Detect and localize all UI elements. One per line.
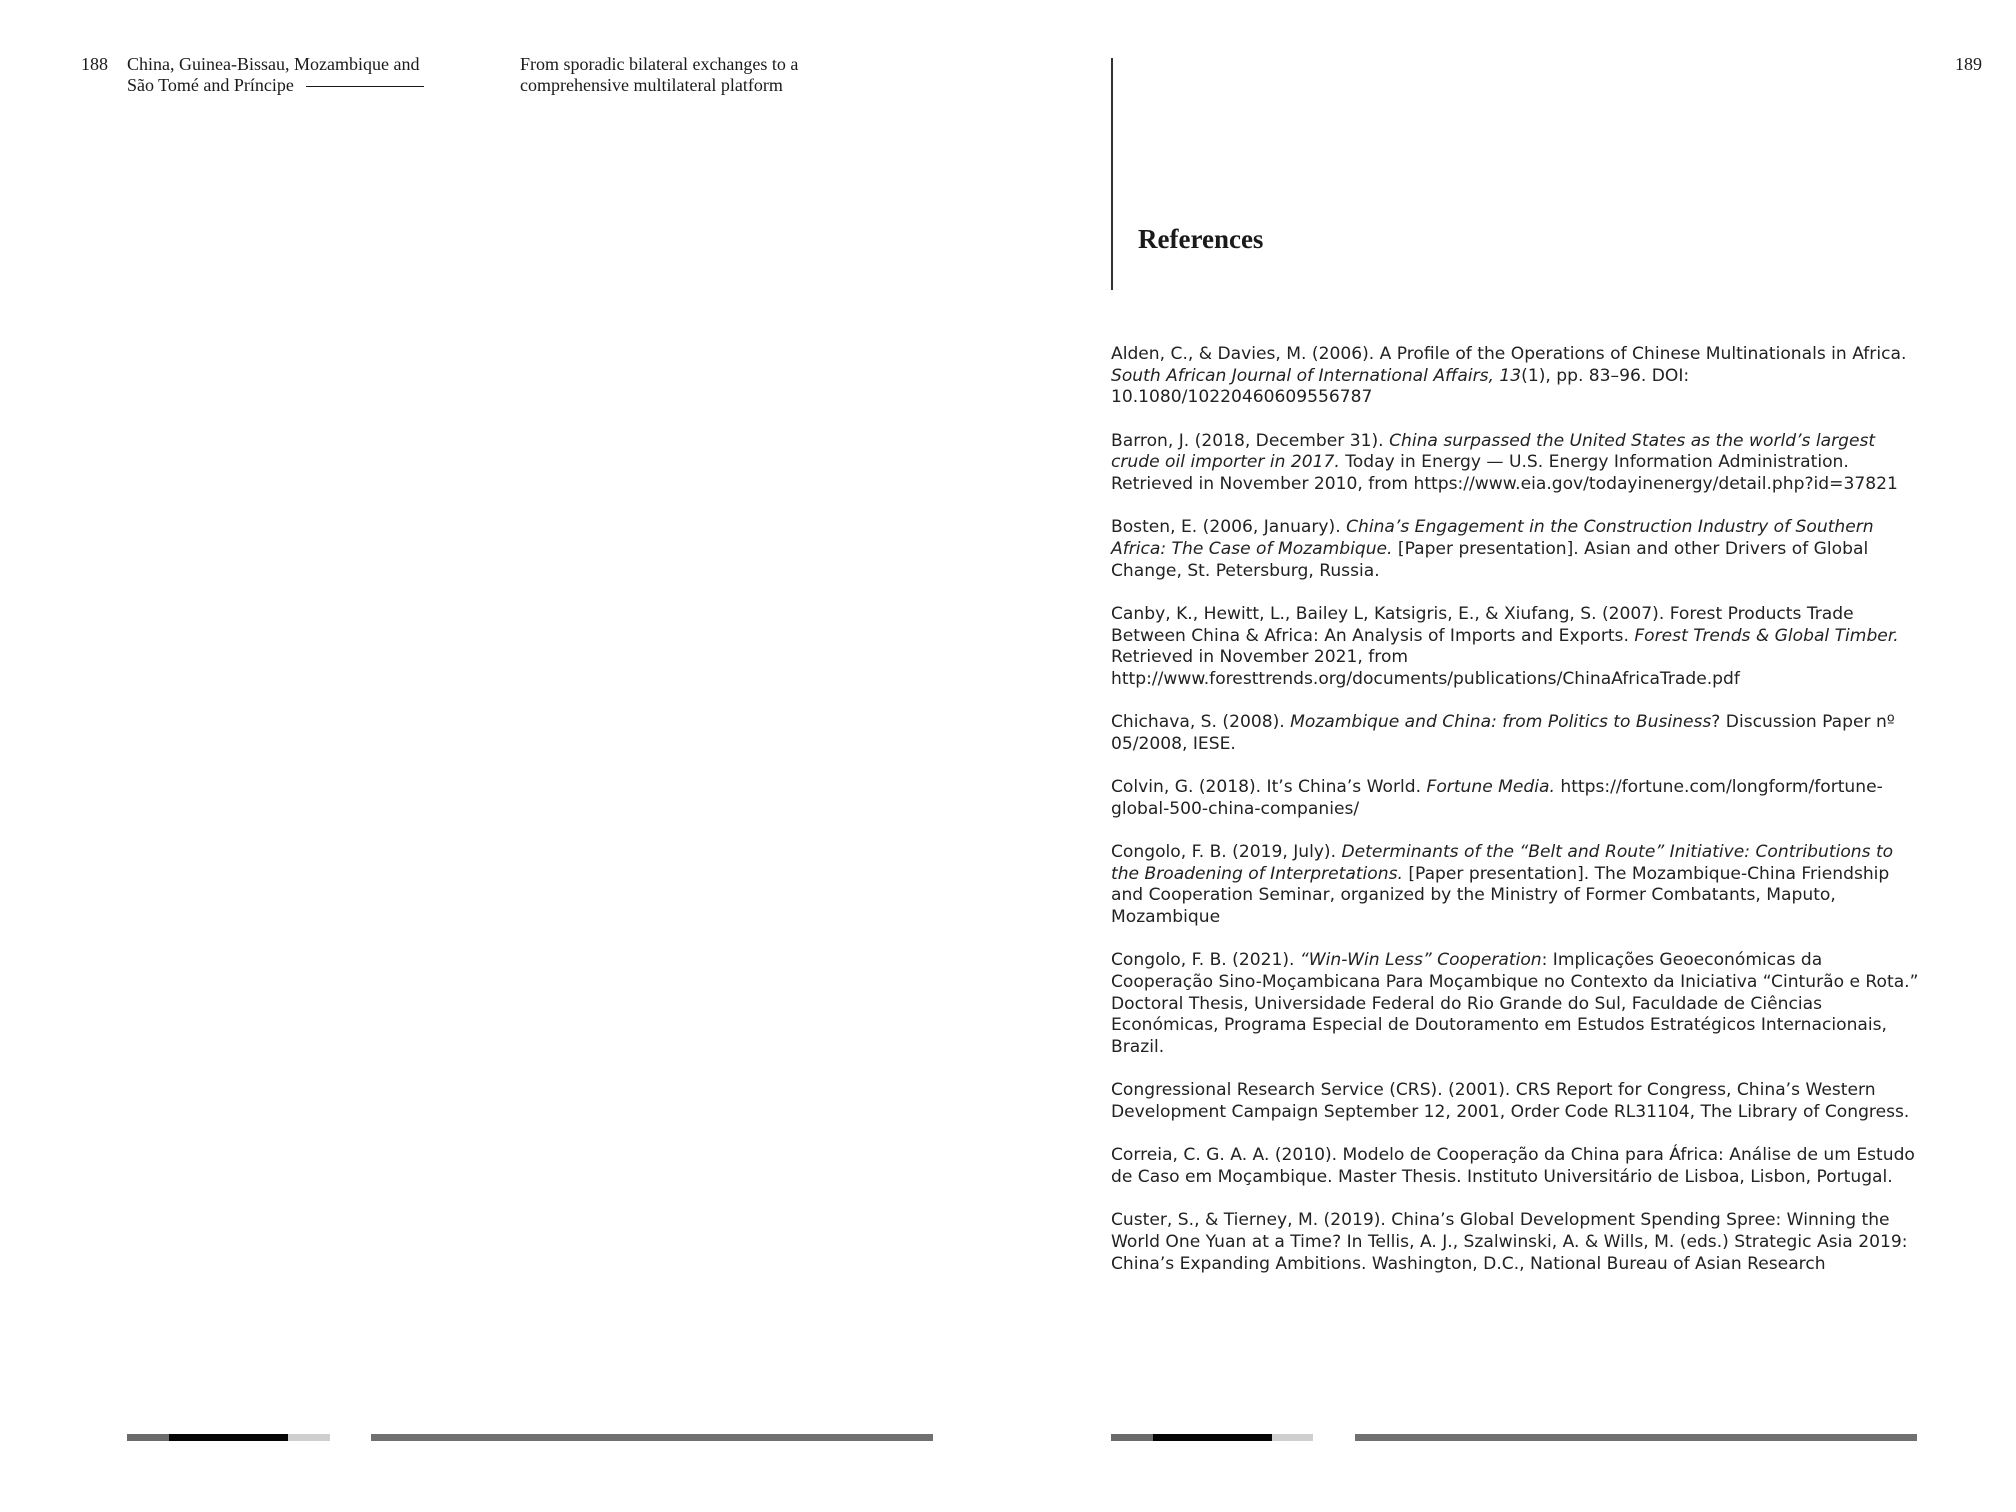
footer-bar-long: [1355, 1434, 1917, 1441]
running-header-line: comprehensive multilateral platform: [520, 75, 783, 95]
reference-italic-text: China’s Engagement in the Construction Industry of Southern Africa: The Case of Mozambique.: [1111, 517, 1874, 559]
reference-text: Congressional Research Service (CRS). (2001). CRS Report for Congress, China’s Western Development Campaign September 12, 2001, Order Code RL31104, The Library of Congress.: [1111, 1080, 1910, 1122]
running-header-chapter-title: [520, 54, 798, 96]
section-divider-rule: [1111, 58, 1113, 290]
reference-text: Alden, C., & Davies, M. (2006). A Profile of the Operations of Chinese Multinationals in Africa.: [1111, 344, 1907, 364]
reference-text: [Paper presentation]. Asian and other Drivers of Global Change, St. Petersburg, Russia.: [1111, 538, 1869, 581]
reference-italic-text: Fortune Media.: [1426, 777, 1555, 798]
running-header-line: São Tomé and Príncipe: [127, 75, 424, 96]
footer-bar-segment: [1272, 1434, 1313, 1441]
reference-italic-text: Determinants of the “Belt and Route” Initiative: Contributions to the Broadening of Interpretations.: [1111, 841, 1894, 884]
reference-text: Congolo, F. B. (2021).: [1111, 950, 1300, 971]
running-header-book-title: [127, 54, 424, 96]
reference-entry: [1111, 842, 1923, 929]
reference-entry: [1111, 1210, 1923, 1275]
reference-entry: [1111, 1080, 1923, 1123]
reference-text: Barron, J. (2018, December 31).: [1111, 430, 1390, 451]
reference-text: Bosten, E. (2006, January).: [1111, 517, 1347, 538]
reference-entry: [1111, 1145, 1923, 1188]
reference-text: (1), pp. 83–96. DOI: 10.1080/10220460609556787: [1111, 365, 1690, 408]
reference-entry: [1111, 950, 1923, 1059]
reference-entry: [1111, 777, 1923, 820]
left-page-number: 188: [81, 54, 108, 74]
reference-text: : Implicações Geoeconómicas da Cooperação Sino-Moçambicana Para Moçambique no Contexto da Iniciativa “Cinturão e Rota.” Doctoral Thesis, Universidade Federal do Rio Grande do Sul, Faculdade de Ciências Económicas, Programa Especial de Doutoramento em Estudos Estratégicos Internacionais, Brazil.: [1111, 950, 1919, 1058]
reference-text: Canby, K., Hewitt, L., Bailey L, Katsigris, E., & Xiufang, S. (2007). Forest Products Trade Between China & Africa: An Analysis of Imports and Exports.: [1111, 603, 1854, 646]
reference-text: Chichava, S. (2008).: [1111, 712, 1291, 733]
reference-entry: [1111, 344, 1923, 409]
reference-entry: [1111, 431, 1923, 496]
reference-italic-text: Mozambique and China: from Politics to Business: [1290, 712, 1712, 733]
references-heading: References: [1138, 224, 1264, 254]
reference-text: ? Discussion Paper nº 05/2008, IESE.: [1111, 712, 1895, 754]
reference-text: Retrieved in November 2021, from http://www.foresttrends.org/documents/publications/ChinaAfricaTrade.pdf: [1111, 647, 1740, 689]
references-list: [1111, 344, 1923, 1297]
reference-italic-text: Forest Trends & Global Timber.: [1634, 625, 1899, 646]
reference-text: Correia, C. G. A. A. (2010). Modelo de Cooperação da China para África: Análise de um Estudo de Caso em Moçambique. Master Thesis. Instituto Universitário de Lisboa, Lisbon, Portugal.: [1111, 1145, 1915, 1187]
reference-text: Custer, S., & Tierney, M. (2019). China’s Global Development Spending Spree: Winning the World One Yuan at a Time? In Tellis, A. J., Szalwinski, A. & Wills, M. (eds.) Strategic Asia 2019: China’s Expanding Ambitions. Washington, D.C., National Bureau of Asian Research: [1111, 1210, 1908, 1274]
footer-bar-segment: [169, 1434, 288, 1441]
right-page-number: 189: [1955, 54, 1982, 74]
reference-italic-text: “Win-Win Less” Cooperation: [1299, 950, 1542, 971]
footer-bar-segment: [288, 1434, 330, 1441]
reference-text: Colvin, G. (2018). It’s China’s World.: [1111, 777, 1427, 798]
reference-text: https://fortune.com/longform/fortune-global-500-china-companies/: [1111, 777, 1883, 819]
reference-text: Today in Energy — U.S. Energy Information Administration. Retrieved in November 2010, from https://www.eia.gov/todayinenergy/detail.php?id=37821: [1111, 452, 1898, 495]
reference-italic-text: China surpassed the United States as the world’s largest crude oil importer in 2017.: [1111, 430, 1876, 473]
running-header-line: From sporadic bilateral exchanges to a: [520, 54, 799, 74]
reference-text: [Paper presentation]. The Mozambique-China Friendship and Cooperation Seminar, organized by the Ministry of Former Combatants, Maputo, Mozambique: [1111, 863, 1890, 928]
running-header-line: China, Guinea-Bissau, Mozambique and: [127, 54, 420, 74]
reference-entry: [1111, 712, 1923, 755]
footer-bar-segment: [1111, 1434, 1153, 1441]
reference-entry: [1111, 604, 1923, 691]
reference-entry: [1111, 517, 1923, 582]
reference-italic-text: South African Journal of International Affairs, 13: [1111, 365, 1522, 386]
footer-bar-long: [371, 1434, 933, 1441]
reference-text: Congolo, F. B. (2019, July).: [1111, 841, 1342, 862]
header-rule: [306, 86, 424, 87]
footer-bar-segment: [127, 1434, 169, 1441]
footer-bar-segment: [1153, 1434, 1272, 1441]
